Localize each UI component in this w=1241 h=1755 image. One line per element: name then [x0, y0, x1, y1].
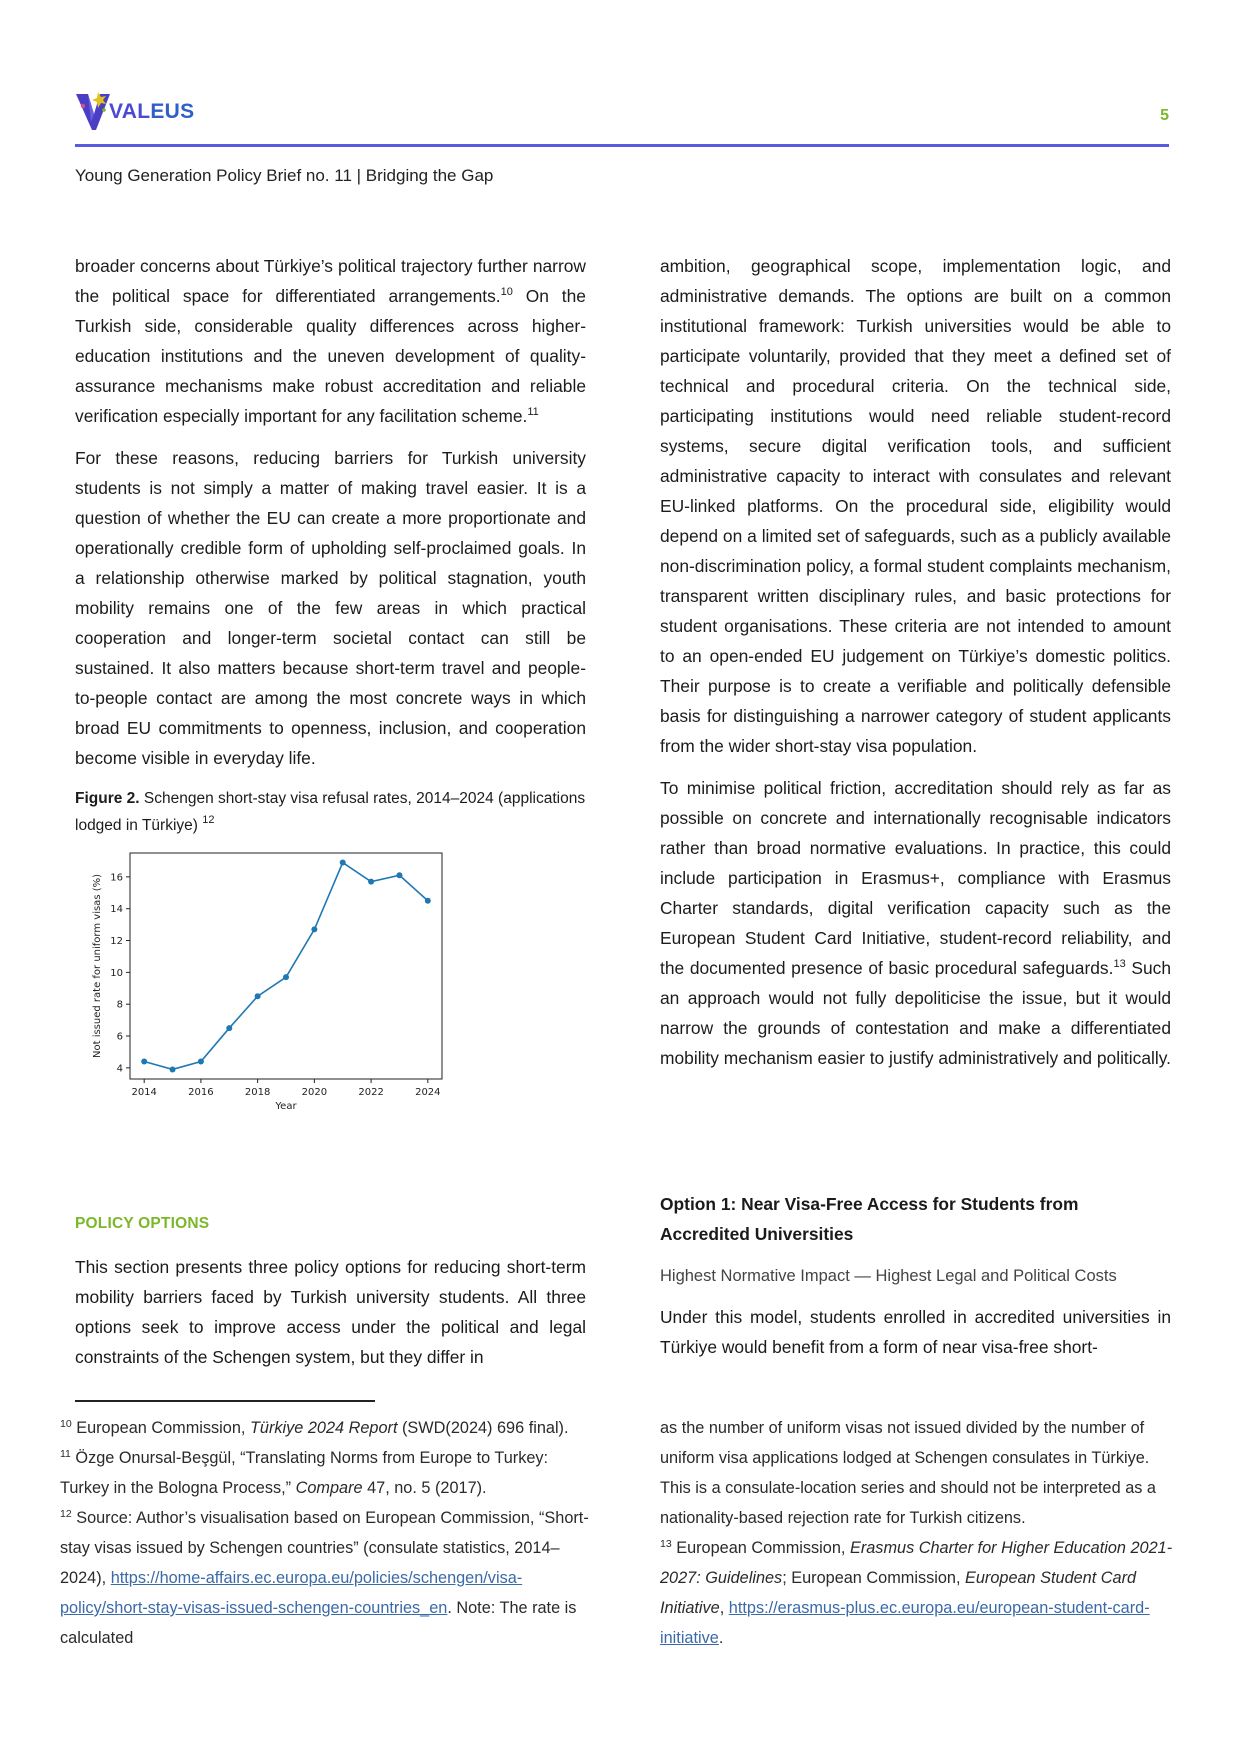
footnote-13-title-1: Erasmus Charter for Higher Education 2021-2027: Guidelines [660, 1539, 1173, 1587]
series-line [144, 863, 428, 1070]
footnote-13-text-b: ; European Commission, [782, 1569, 965, 1587]
footnote-ref-13[interactable]: 13 [1113, 958, 1126, 970]
left-paragraph-1 [75, 251, 586, 431]
x-tick-label: 2020 [301, 1087, 328, 1098]
section-heading-policy-options: POLICY OPTIONS [75, 1215, 210, 1232]
footnote-rule [75, 1400, 375, 1402]
footnote-12-text-b: . Note: The rate is calculated [60, 1599, 577, 1647]
y-tick-label: 4 [116, 1063, 123, 1075]
option-1-body: Under this model, students enrolled in accredited universities in Türkiye would benefit from a form of near visa-free short- [660, 1307, 1171, 1357]
data-point [283, 974, 289, 980]
footnote-12-link[interactable]: https://home-affairs.ec.europa.eu/policies/schengen/visa-policy/short-stay-visas-issued-schengen-countries_en [60, 1569, 523, 1617]
option-1-subtitle: Highest Normative Impact — Highest Legal and Political Costs [660, 1267, 1117, 1285]
footnote-11-text-a: Özge Onursal-Beşgül, “Translating Norms from Europe to Turkey: Turkey in the Bologna Process,” [60, 1449, 549, 1497]
x-axis-label: Year [275, 1101, 297, 1112]
data-point [141, 1058, 147, 1064]
x-tick-label: 2024 [415, 1087, 441, 1098]
data-point [425, 898, 431, 904]
footnote-13 [660, 1533, 1175, 1653]
footnote-13-title-2: European Student Card Initiative [660, 1569, 1137, 1617]
data-point [311, 926, 317, 932]
footnote-12 [60, 1503, 595, 1653]
right-p2-text-a: To minimise political friction, accreditation should rely as far as possible on concrete and internationally recognisable indicators rather than broad normative evaluations. In practice, this could include participation in Erasmus+, compliance with Erasmus Charter standards, digital verification capacity such as the European Student Card Initiative, student-record reliability, and the documented presence of basic procedural safeguards. [660, 778, 1171, 978]
left-column [75, 251, 586, 1112]
right-paragraph-2 [660, 773, 1171, 1073]
footnote-13-text-c: , [719, 1599, 729, 1617]
data-point [226, 1025, 232, 1031]
footnote-11-number: 11 [60, 1448, 71, 1460]
left-p1-text-b: On the Turkish side, considerable quality differences across higher-education institutions and the uneven development of quality-assurance mechanisms make robust accreditation and reliable verification especially important for any facilitation scheme. [75, 286, 586, 426]
running-head: Young Generation Policy Brief no. 11 | Bridging the Gap [75, 166, 494, 185]
y-tick-label: 8 [116, 999, 123, 1011]
logo-text-val: VAL [109, 100, 151, 123]
footnote-10-number: 10 [60, 1418, 72, 1430]
footnote-10-text-b: (SWD(2024) 696 final). [397, 1419, 569, 1437]
footnote-11 [60, 1443, 595, 1503]
footnote-ref-11[interactable]: 11 [527, 406, 539, 418]
data-point [255, 993, 261, 999]
logo-text-eus: EUS [150, 100, 195, 123]
footnote-ref-10[interactable]: 10 [500, 286, 513, 298]
page-number: 5 [1160, 107, 1169, 124]
policy-options-intro: This section presents three policy options for reducing short-term mobility barriers faced by Turkish university students. All three options seek to improve access under the political and legal constraints of the Schengen system, but they differ in [75, 1257, 586, 1367]
header-rule [75, 144, 1169, 147]
footnote-13-number: 13 [660, 1538, 672, 1550]
right-p2-text-b: Such an approach would not fully depoliticise the issue, but it would narrow the grounds of contestation and make a differentiated mobility mechanism easier to justify administratively and politically. [660, 958, 1171, 1068]
y-tick-label: 6 [116, 1031, 123, 1043]
x-tick-label: 2014 [131, 1087, 157, 1098]
footnote-13-text-d: . [718, 1629, 724, 1647]
footnote-10-title: Türkiye 2024 Report [249, 1419, 398, 1437]
y-tick-label: 12 [110, 936, 123, 948]
data-point [340, 860, 346, 866]
y-tick-label: 16 [110, 872, 123, 884]
x-tick-label: 2018 [244, 1087, 271, 1098]
figure-caption [75, 785, 586, 839]
footnote-10-text-a: European Commission, [71, 1419, 250, 1437]
figure-label: Figure 2. [75, 790, 140, 807]
logo-wordmark [109, 100, 194, 124]
right-paragraph-1: ambition, geographical scope, implementation logic, and administrative demands. The options are built on a common institutional framework: Turkish universities would be able to participate voluntarily, provided that they meet a defined set of technical and procedural criteria. On the technical side, participating institutions would need reliable student-record systems, secure digital verification tools, and sufficient administrative capacity to interact with consulates and relevant EU-linked platforms. On the procedural side, eligibility would depend on a limited set of safeguards, such as a publicly available non-discrimination policy, a formal student complaints mechanism, transparent written disciplinary rules, and basic protections for student organisations. These criteria are not intended to amount to an open-ended EU judgement on Türkiye’s domestic politics. Their purpose is to create a verifiable and politically defensible basis for distinguishing a narrower category of student applicants from the wider short-stay visa population. [660, 256, 1171, 756]
footnote-ref-12[interactable]: 12 [202, 814, 215, 826]
footnote-13-link[interactable]: https://erasmus-plus.ec.europa.eu/european-student-card-initiative [660, 1599, 1150, 1647]
right-column [660, 251, 1171, 1085]
footnote-10 [60, 1413, 595, 1443]
footnote-12-number: 12 [60, 1508, 72, 1520]
y-axis-label: Not issued rate for uniform visas (%) [92, 873, 103, 1059]
footnotes-left [60, 1413, 595, 1653]
data-point [368, 879, 374, 885]
left-p1-text: broader concerns about Türkiye’s political trajectory further narrow the political space for differentiated arrangements. [75, 256, 586, 306]
refusal-rate-line-chart [75, 845, 455, 1112]
y-tick-label: 14 [110, 904, 123, 916]
footnotes-right [660, 1413, 1175, 1653]
data-point [170, 1066, 176, 1072]
data-point [396, 872, 402, 878]
plot-frame [130, 853, 442, 1079]
footnote-12-text-a: Source: Author’s visualisation based on European Commission, “Short-stay visas issued by Schengen countries” (consulate statistics, 2014–2024), [60, 1509, 589, 1587]
left-paragraph-2: For these reasons, reducing barriers for Turkish university students is not simply a matter of making travel easier. It is a question of whether the EU can create a more proportionate and operationally credible form of upholding self-proclaimed goals. In a relationship otherwise marked by political stagnation, youth mobility remains one of the few areas in which practical cooperation and longer-term societal contact can still be sustained. It also matters because short-term travel and people-to-people contact are among the most concrete ways in which broad EU commitments to openness, inclusion, and cooperation become visible in everyday life. [75, 448, 586, 768]
footnote-11-text-b: 47, no. 5 (2017). [362, 1479, 487, 1497]
x-tick-label: 2016 [188, 1087, 214, 1098]
footnote-13-text-a: European Commission, [671, 1539, 850, 1557]
option-1-title: Option 1: Near Visa-Free Access for Students from Accredited Universities [660, 1194, 1079, 1244]
x-tick-label: 2022 [358, 1087, 384, 1098]
footnote-12-continued: as the number of uniform visas not issued divided by the number of uniform visa applications lodged at Schengen consulates in Türkiye. This is a consulate-location series and should not be interpreted as a nationality-based rejection rate for Turkish citizens. [660, 1419, 1156, 1527]
data-point [198, 1058, 204, 1064]
y-tick-label: 10 [110, 967, 123, 979]
figure-caption-text: Schengen short-stay visa refusal rates, 2014–2024 (applications lodged in Türkiye) [75, 790, 586, 834]
option-1-block [660, 1189, 1171, 1362]
footnote-11-journal: Compare [295, 1479, 363, 1497]
